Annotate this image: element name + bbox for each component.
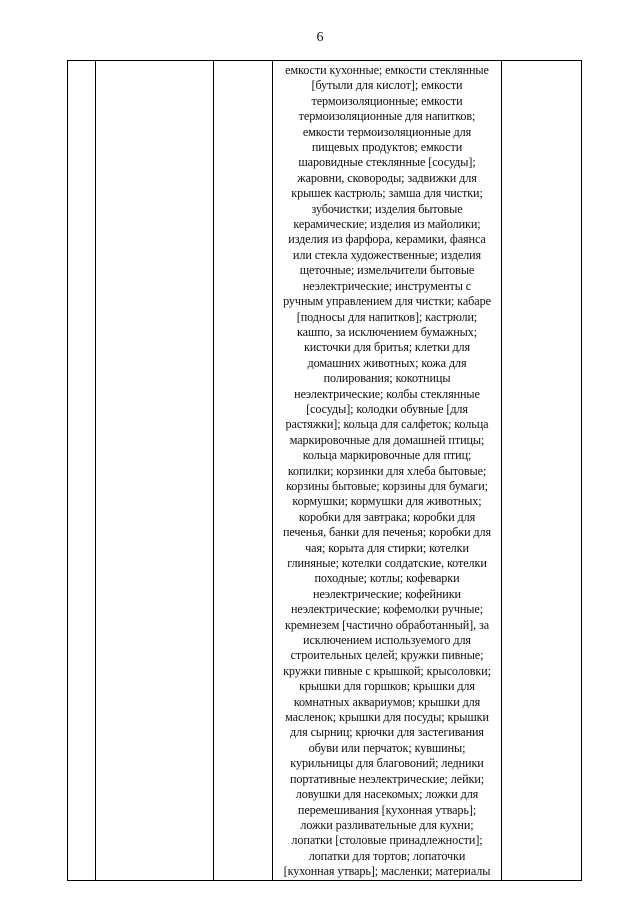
goods-text-line: печенья, банки для печенья; коробки для bbox=[282, 525, 492, 540]
goods-text-line: чая; корыта для стирки; котелки bbox=[305, 540, 469, 555]
goods-text-line: домашних животных; кожа для bbox=[307, 355, 467, 370]
goods-text-line: обуви или перчаток; кувшины; bbox=[308, 740, 466, 755]
goods-text-line: зубочистки; изделия бытовые bbox=[311, 201, 463, 216]
goods-text-line: кружки пивные с крышкой; крысоловки; bbox=[283, 663, 491, 678]
goods-text-line: полирования; кокотницы bbox=[323, 371, 451, 386]
table-row bbox=[68, 61, 582, 881]
goods-text-line: корзины бытовые; корзины для бумаги; bbox=[286, 478, 488, 493]
goods-text-line: емкости кухонные; емкости стеклянные bbox=[285, 63, 489, 77]
goods-text-line: глиняные; котелки солдатские, котелки bbox=[287, 556, 487, 570]
goods-text-line: ловушки для насекомых; ложки для bbox=[295, 787, 479, 802]
goods-text-line: неэлектрические; кофемолки ручные; bbox=[290, 602, 483, 617]
table-cell-name bbox=[96, 61, 214, 881]
goods-text-line: кольца маркировочные для птиц; bbox=[302, 448, 472, 463]
table-cell-class bbox=[214, 61, 273, 881]
goods-text-line: исключением используемого для bbox=[303, 633, 471, 648]
goods-text-line: [сосуды]; колодки обувные [для bbox=[306, 401, 468, 416]
goods-text-line: комнатных аквариумов; крышки для bbox=[293, 694, 481, 709]
goods-text-line: лопатки [столовые принадлежности]; bbox=[291, 833, 483, 848]
goods-text-line: ложки разливательные для кухни; bbox=[300, 817, 474, 832]
goods-text-line: ручным управлением для чистки; кабаре bbox=[283, 294, 491, 309]
goods-text-line: растяжки]; кольца для салфеток; кольца bbox=[285, 417, 489, 432]
goods-text-line: [подносы для напитков]; кастрюли; bbox=[296, 309, 478, 324]
goods-text-line: кисточки для бритья; клетки для bbox=[303, 340, 471, 355]
goods-text-line: лопатки для тортов; лопаточки bbox=[308, 848, 466, 863]
goods-text-line: термоизоляционные; емкости bbox=[311, 93, 463, 108]
goods-text-line: емкости термоизоляционные для bbox=[302, 124, 472, 139]
goods-table bbox=[67, 60, 582, 881]
goods-text-line: маркировочные для домашней птицы; bbox=[289, 432, 485, 447]
table-cell-number bbox=[68, 61, 96, 881]
goods-text-line: неэлектрические; кофейники bbox=[313, 586, 461, 601]
goods-text-line: портативные неэлектрические; лейки; bbox=[289, 771, 485, 786]
goods-text-line: [бутыли для кислот]; емкости bbox=[311, 78, 463, 93]
goods-text-line: походные; котлы; кофеварки bbox=[314, 571, 460, 586]
goods-text-line: копилки; корзинки для хлеба бытовые; bbox=[287, 463, 487, 478]
goods-text-line: или стекла художественные; изделия bbox=[292, 247, 482, 262]
goods-text-line: неэлектрические; инструменты с bbox=[302, 278, 472, 293]
goods-text-line: жаровни, сковороды; задвижки для bbox=[297, 170, 477, 185]
goods-list-text bbox=[273, 61, 501, 880]
goods-text-line: пищевых продуктов; емкости bbox=[311, 140, 463, 155]
goods-text-line: изделия из фарфора, керамики, фаянса bbox=[288, 232, 486, 247]
goods-text-line: шаровидные стеклянные [сосуды]; bbox=[298, 155, 476, 170]
goods-text-line: термоизоляционные для напитков; bbox=[298, 109, 476, 124]
goods-text-line: крышки для горшков; крышки для bbox=[299, 679, 475, 694]
goods-text-line: щеточные; измельчители бытовые bbox=[299, 263, 475, 278]
goods-text-line: кормушки; кормушки для животных; bbox=[292, 494, 482, 509]
goods-text-line: для сырниц; крючки для застегивания bbox=[290, 725, 484, 740]
goods-text-line: крышек кастрюль; замша для чистки; bbox=[291, 186, 483, 201]
table-cell-goods bbox=[273, 61, 502, 881]
goods-text-line: строительных целей; кружки пивные; bbox=[290, 648, 484, 663]
page-number: 6 bbox=[316, 30, 324, 45]
goods-text-line: перемешивания [кухонная утварь]; bbox=[297, 802, 477, 817]
table-cell-notes bbox=[502, 61, 582, 881]
goods-text-line: неэлектрические; колбы стеклянные bbox=[294, 386, 480, 401]
goods-text-line: керамические; изделия из майолики; bbox=[293, 217, 481, 232]
goods-text-line: курильницы для благовоний; ледники bbox=[290, 756, 484, 771]
goods-text-line: кремнезем [частично обработанный], за bbox=[284, 617, 490, 632]
goods-text-line: кашпо, за исключением бумажных; bbox=[296, 324, 478, 339]
goods-text-line: [кухонная утварь]; масленки; материалы bbox=[283, 864, 491, 879]
goods-text-line: коробки для завтрака; коробки для bbox=[298, 509, 476, 524]
goods-text-line: масленок; крышки для посуды; крышки bbox=[285, 710, 489, 725]
